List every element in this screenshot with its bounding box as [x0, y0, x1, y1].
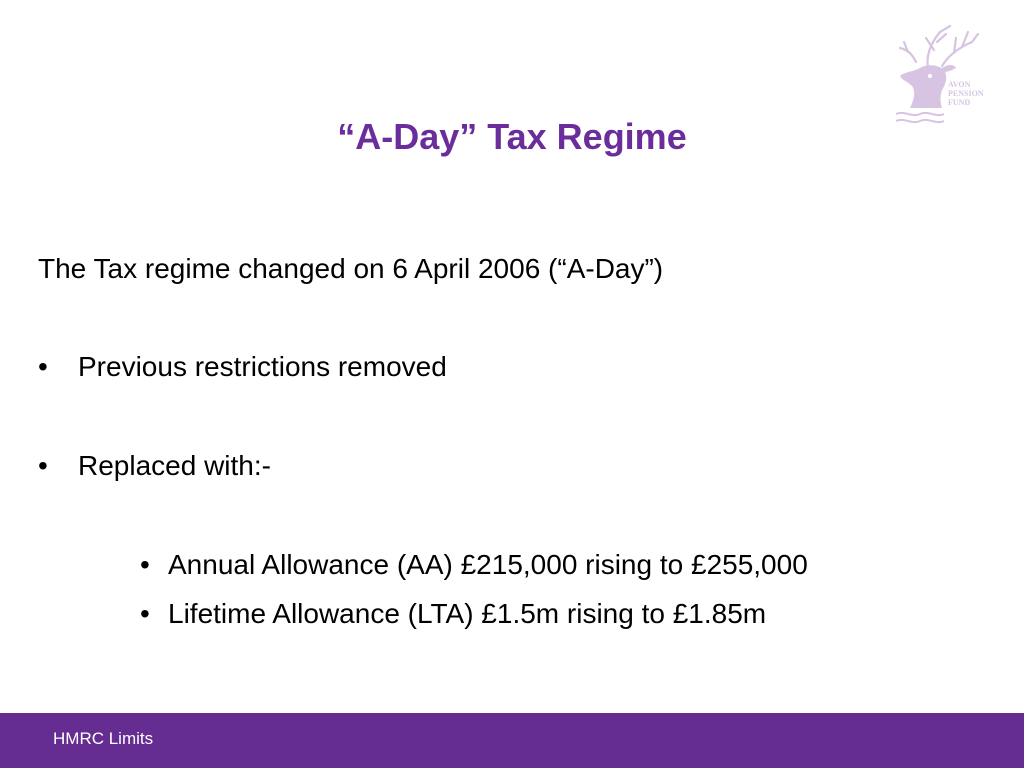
intro-text: The Tax regime changed on 6 April 2006 (“A-Day”): [38, 253, 664, 284]
bullet-text: Previous restrictions removed: [78, 351, 447, 382]
sub-bullet-text: Lifetime Allowance (LTA) £1.5m rising to £1.85m: [168, 598, 767, 629]
bullet-text: Replaced with:-: [78, 450, 271, 481]
footer-bar: [0, 713, 1024, 768]
footer-label: HMRC Limits: [53, 729, 154, 748]
bullet-glyph: •: [38, 450, 48, 481]
logo-text-line-3: FUND: [948, 98, 971, 107]
sub-bullet-glyph: •: [140, 598, 150, 629]
logo-text-line-2: PENSION: [948, 89, 984, 98]
slide-title: “A-Day” Tax Regime: [337, 116, 687, 157]
logo-text-line-1: AVON: [948, 80, 971, 89]
stag-logo-icon: [890, 22, 982, 126]
avon-pension-fund-logo: [890, 22, 982, 126]
bullet-glyph: •: [38, 351, 48, 382]
logo-text: [948, 80, 984, 107]
sub-bullet-text: Annual Allowance (AA) £215,000 rising to £255,000: [168, 549, 808, 580]
sub-bullet-glyph: •: [140, 549, 150, 580]
